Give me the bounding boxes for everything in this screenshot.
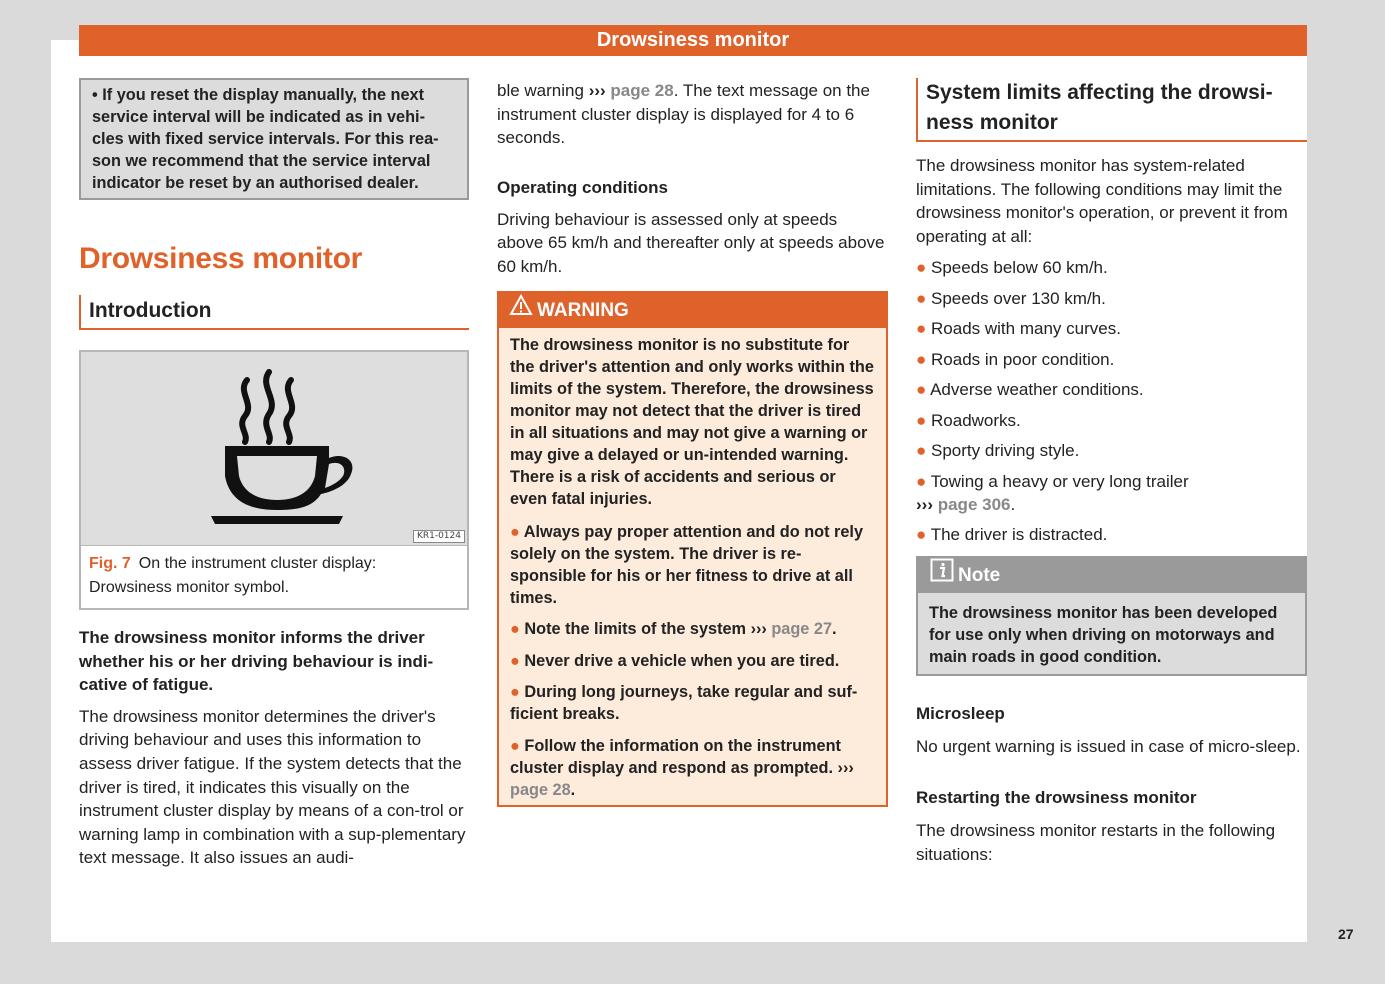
system-limits-intro: The drowsiness monitor has system-related limitations. The following conditions may limit the drowsiness monitor's operation, or prevent it from operating at all: — [916, 156, 1288, 246]
warning-header — [499, 293, 886, 328]
restart-text: The drowsiness monitor restarts in the following situations: — [916, 820, 1276, 864]
note-title: Note — [958, 565, 1001, 587]
figure-caption-text: On the instrument cluster display: Drowsiness monitor symbol. — [89, 555, 377, 596]
body-paragraph: The drowsiness monitor determines the driver's driving behaviour and uses this information to assess driver fatigue. If the system detects that the driver is tired, it indicates this visually on the instrument cluster display by means of a con-trol or warning lamp in combination with a sup-plementary text message. It also issues an audi- — [79, 706, 466, 868]
warning-title: WARNING — [537, 299, 629, 321]
column-1 — [79, 78, 469, 870]
list-item: ● Speeds over 130 km/h. — [916, 288, 1106, 308]
note-header — [918, 558, 1305, 593]
warning-bullet-5: ● Follow the information on the instrument cluster display and respond as prompted. ››› page 28. — [510, 736, 854, 799]
info-icon — [930, 558, 954, 594]
figure-7 — [79, 350, 469, 610]
operating-conditions-text: Driving behaviour is assessed only at speeds above 65 km/h and thereafter only at speeds above 60 km/h. — [497, 209, 885, 276]
warning-bullet-1: ● Always pay proper attention and do not rely solely on the system. The driver is re-sponsible for his or her fitness to drive at all times. — [510, 522, 864, 607]
list-item: ● Towing a heavy or very long trailer ››› page 306. — [916, 471, 1189, 514]
page-link-306[interactable]: page 306 — [937, 494, 1011, 514]
warning-triangle-icon — [509, 293, 533, 328]
warning-box — [497, 291, 888, 807]
section-header: Drowsiness monitor — [79, 25, 1307, 56]
operating-conditions-heading: Operating conditions — [497, 177, 668, 197]
continued-paragraph — [497, 79, 888, 150]
microsleep-heading: Microsleep — [916, 704, 1005, 724]
list-item: ● Roads in poor condition. — [916, 349, 1115, 369]
page-ref-arrows: ››› — [588, 81, 606, 100]
warning-bullet-3: ● Never drive a vehicle when you are tired. — [510, 651, 840, 670]
note-box — [916, 556, 1307, 676]
list-item: ● Adverse weather conditions. — [916, 380, 1144, 400]
lead-paragraph: The drowsiness monitor informs the driver whether his or her driving behaviour is indi-cative of fatigue. — [79, 628, 434, 695]
note-body — [918, 593, 1305, 674]
list-item: ● Speeds below 60 km/h. — [916, 258, 1108, 278]
service-note-text: • If you reset the display manually, the next service interval will be indicated as in vehi-cles with fixed service intervals. For this rea-son we recommend that the service interval indicator be reset by an authorised dealer. — [92, 86, 439, 192]
list-item: ● Roadworks. — [916, 410, 1021, 430]
warning-body — [499, 328, 886, 805]
figure-code: KR1-0124 — [413, 530, 465, 543]
figure-image — [81, 352, 467, 546]
note-text: The drowsiness monitor has been developed for use only when driving on motorways and main roads in good condition. — [929, 604, 1278, 667]
list-item: ● Sporty driving style. — [916, 441, 1080, 461]
warning-bullet-4: ● During long journeys, take regular and suf-ficient breaks. — [510, 682, 858, 723]
warning-bullet-2: ● Note the limits of the system ››› page 27. — [510, 619, 837, 638]
continued-rest: . The text message on the instrument cluster display is displayed for 4 to 6 seconds. — [497, 81, 870, 148]
limits-list — [916, 256, 1307, 546]
figure-label: Fig. 7 — [89, 555, 131, 572]
column-2 — [497, 78, 888, 807]
coffee-cup-icon — [81, 352, 467, 545]
warning-main-text: The drowsiness monitor is no substitute for the driver's attention and only works within the limits of the system. Therefore, the drowsiness monitor may not detect that the driver is tired in all situations and may not give a warning or may give a delayed or un-intended warning. There is a risk of accidents and serious or even fatal injuries. — [510, 335, 874, 508]
figure-caption — [81, 546, 467, 608]
system-limits-heading: System limits affecting the drowsi-ness monitor — [916, 78, 1307, 142]
microsleep-text: No urgent warning is issued in case of micro-sleep. — [916, 737, 1301, 757]
restart-heading: Restarting the drowsiness monitor — [916, 787, 1197, 807]
page-link-28[interactable]: page 28 — [610, 81, 674, 100]
column-3 — [916, 78, 1307, 866]
continued-text: ble warning — [497, 81, 584, 100]
list-item: ● The driver is distracted. — [916, 525, 1108, 545]
service-note-box — [79, 78, 469, 200]
list-item: ● Roads with many curves. — [916, 319, 1121, 339]
page-number: 27 — [1338, 926, 1354, 942]
page-title: Drowsiness monitor — [79, 242, 362, 275]
introduction-heading: Introduction — [79, 295, 469, 330]
page-link-28-b[interactable]: page 28 — [510, 780, 571, 799]
page-link-27[interactable]: page 27 — [771, 619, 832, 638]
